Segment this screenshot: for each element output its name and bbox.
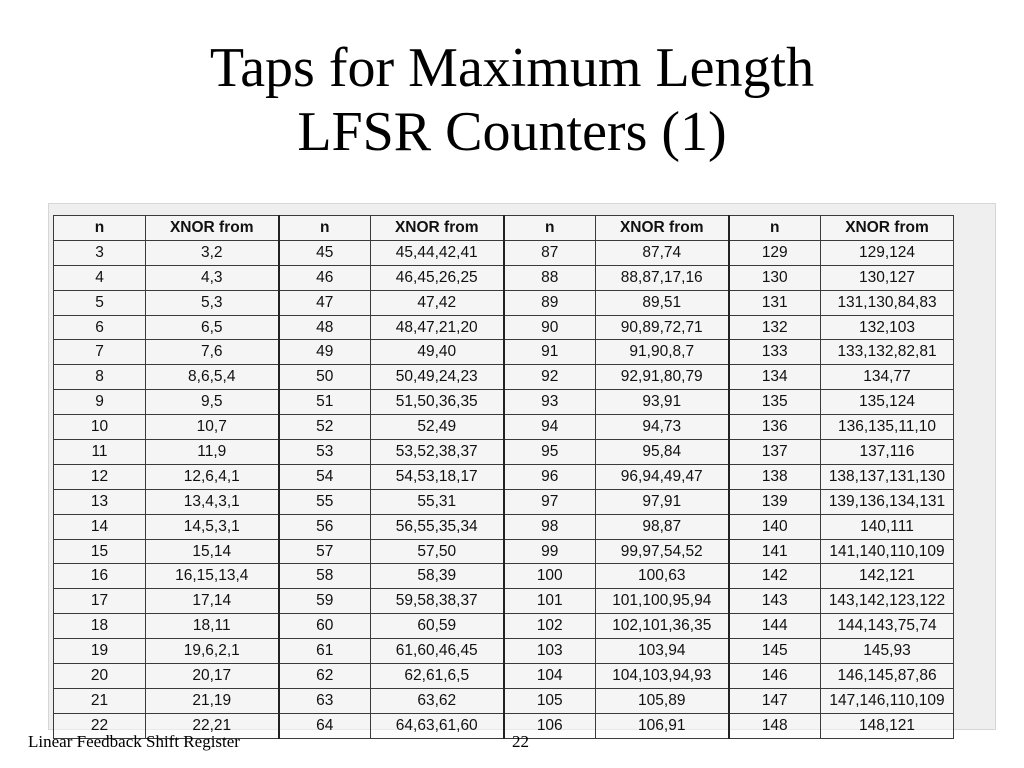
cell-n: 132 <box>729 315 821 340</box>
cell-xnor-taps: 100,63 <box>596 564 729 589</box>
cell-xnor-taps: 50,49,24,23 <box>371 365 504 390</box>
cell-n: 94 <box>504 415 596 440</box>
cell-n: 140 <box>729 514 821 539</box>
cell-xnor-taps: 138,137,131,130 <box>821 464 954 489</box>
cell-n: 47 <box>279 290 371 315</box>
cell-xnor-taps: 13,4,3,1 <box>146 489 279 514</box>
cell-xnor-taps: 19,6,2,1 <box>146 639 279 664</box>
table-row <box>54 489 954 514</box>
slide-title-line-2: LFSR Counters (1) <box>297 101 727 163</box>
cell-xnor-taps: 130,127 <box>821 265 954 290</box>
cell-n: 103 <box>504 639 596 664</box>
cell-n: 98 <box>504 514 596 539</box>
cell-xnor-taps: 58,39 <box>371 564 504 589</box>
cell-xnor-taps: 133,132,82,81 <box>821 340 954 365</box>
cell-xnor-taps: 54,53,18,17 <box>371 464 504 489</box>
cell-xnor-taps: 95,84 <box>596 440 729 465</box>
column-header-n: n <box>54 216 146 241</box>
cell-xnor-taps: 48,47,21,20 <box>371 315 504 340</box>
cell-xnor-taps: 131,130,84,83 <box>821 290 954 315</box>
cell-n: 97 <box>504 489 596 514</box>
cell-n: 102 <box>504 614 596 639</box>
cell-xnor-taps: 145,93 <box>821 639 954 664</box>
slide-title-line-1: Taps for Maximum Length <box>209 37 815 99</box>
cell-n: 131 <box>729 290 821 315</box>
cell-n: 58 <box>279 564 371 589</box>
cell-n: 130 <box>729 265 821 290</box>
cell-n: 136 <box>729 415 821 440</box>
table-row <box>54 440 954 465</box>
cell-n: 93 <box>504 390 596 415</box>
cell-n: 90 <box>504 315 596 340</box>
column-header-xnor-from: XNOR from <box>821 216 954 241</box>
cell-n: 95 <box>504 440 596 465</box>
cell-xnor-taps: 139,136,134,131 <box>821 489 954 514</box>
cell-n: 22 <box>54 713 146 738</box>
cell-xnor-taps: 106,91 <box>596 713 729 738</box>
cell-xnor-taps: 21,19 <box>146 688 279 713</box>
cell-xnor-taps: 99,97,54,52 <box>596 539 729 564</box>
cell-n: 56 <box>279 514 371 539</box>
cell-xnor-taps: 89,51 <box>596 290 729 315</box>
cell-n: 142 <box>729 564 821 589</box>
cell-n: 61 <box>279 639 371 664</box>
cell-xnor-taps: 103,94 <box>596 639 729 664</box>
cell-n: 4 <box>54 265 146 290</box>
cell-xnor-taps: 49,40 <box>371 340 504 365</box>
cell-n: 106 <box>504 713 596 738</box>
cell-xnor-taps: 137,116 <box>821 440 954 465</box>
cell-xnor-taps: 20,17 <box>146 664 279 689</box>
table-row <box>54 464 954 489</box>
cell-xnor-taps: 4,3 <box>146 265 279 290</box>
cell-n: 5 <box>54 290 146 315</box>
cell-xnor-taps: 52,49 <box>371 415 504 440</box>
cell-xnor-taps: 56,55,35,34 <box>371 514 504 539</box>
cell-xnor-taps: 102,101,36,35 <box>596 614 729 639</box>
table-body <box>54 240 954 738</box>
cell-xnor-taps: 91,90,8,7 <box>596 340 729 365</box>
cell-n: 134 <box>729 365 821 390</box>
cell-xnor-taps: 88,87,17,16 <box>596 265 729 290</box>
table-row <box>54 664 954 689</box>
table-row <box>54 365 954 390</box>
table-row <box>54 340 954 365</box>
cell-n: 148 <box>729 713 821 738</box>
cell-xnor-taps: 12,6,4,1 <box>146 464 279 489</box>
slide-title <box>0 36 1024 164</box>
cell-xnor-taps: 90,89,72,71 <box>596 315 729 340</box>
cell-n: 46 <box>279 265 371 290</box>
table-row <box>54 390 954 415</box>
cell-n: 135 <box>729 390 821 415</box>
cell-n: 139 <box>729 489 821 514</box>
table-row <box>54 564 954 589</box>
cell-n: 20 <box>54 664 146 689</box>
cell-xnor-taps: 63,62 <box>371 688 504 713</box>
cell-n: 89 <box>504 290 596 315</box>
cell-xnor-taps: 46,45,26,25 <box>371 265 504 290</box>
cell-n: 51 <box>279 390 371 415</box>
cell-xnor-taps: 101,100,95,94 <box>596 589 729 614</box>
cell-n: 64 <box>279 713 371 738</box>
cell-n: 10 <box>54 415 146 440</box>
column-header-n: n <box>729 216 821 241</box>
cell-xnor-taps: 51,50,36,35 <box>371 390 504 415</box>
cell-xnor-taps: 142,121 <box>821 564 954 589</box>
cell-n: 55 <box>279 489 371 514</box>
cell-n: 21 <box>54 688 146 713</box>
cell-n: 138 <box>729 464 821 489</box>
cell-n: 49 <box>279 340 371 365</box>
cell-xnor-taps: 5,3 <box>146 290 279 315</box>
cell-xnor-taps: 14,5,3,1 <box>146 514 279 539</box>
cell-n: 7 <box>54 340 146 365</box>
cell-xnor-taps: 93,91 <box>596 390 729 415</box>
table-row <box>54 290 954 315</box>
cell-xnor-taps: 144,143,75,74 <box>821 614 954 639</box>
cell-xnor-taps: 62,61,6,5 <box>371 664 504 689</box>
cell-n: 11 <box>54 440 146 465</box>
cell-xnor-taps: 64,63,61,60 <box>371 713 504 738</box>
cell-n: 14 <box>54 514 146 539</box>
cell-xnor-taps: 6,5 <box>146 315 279 340</box>
cell-xnor-taps: 132,103 <box>821 315 954 340</box>
cell-xnor-taps: 143,142,123,122 <box>821 589 954 614</box>
page-number: 22 <box>512 732 529 751</box>
cell-xnor-taps: 11,9 <box>146 440 279 465</box>
cell-n: 146 <box>729 664 821 689</box>
table-row <box>54 265 954 290</box>
table-row <box>54 688 954 713</box>
cell-n: 141 <box>729 539 821 564</box>
cell-xnor-taps: 87,74 <box>596 240 729 265</box>
cell-n: 3 <box>54 240 146 265</box>
cell-n: 62 <box>279 664 371 689</box>
cell-xnor-taps: 146,145,87,86 <box>821 664 954 689</box>
cell-xnor-taps: 94,73 <box>596 415 729 440</box>
cell-n: 145 <box>729 639 821 664</box>
cell-n: 129 <box>729 240 821 265</box>
table-header-row <box>54 216 954 241</box>
cell-xnor-taps: 55,31 <box>371 489 504 514</box>
table-row <box>54 614 954 639</box>
cell-n: 92 <box>504 365 596 390</box>
column-header-n: n <box>279 216 371 241</box>
table-row <box>54 315 954 340</box>
cell-n: 8 <box>54 365 146 390</box>
cell-xnor-taps: 96,94,49,47 <box>596 464 729 489</box>
column-header-n: n <box>504 216 596 241</box>
cell-xnor-taps: 97,91 <box>596 489 729 514</box>
cell-xnor-taps: 53,52,38,37 <box>371 440 504 465</box>
cell-xnor-taps: 15,14 <box>146 539 279 564</box>
cell-n: 50 <box>279 365 371 390</box>
cell-n: 137 <box>729 440 821 465</box>
cell-xnor-taps: 148,121 <box>821 713 954 738</box>
cell-xnor-taps: 9,5 <box>146 390 279 415</box>
lfsr-taps-table <box>53 215 954 739</box>
cell-xnor-taps: 61,60,46,45 <box>371 639 504 664</box>
table-row <box>54 589 954 614</box>
cell-xnor-taps: 135,124 <box>821 390 954 415</box>
cell-n: 104 <box>504 664 596 689</box>
cell-n: 19 <box>54 639 146 664</box>
cell-n: 133 <box>729 340 821 365</box>
cell-xnor-taps: 45,44,42,41 <box>371 240 504 265</box>
cell-xnor-taps: 105,89 <box>596 688 729 713</box>
cell-n: 143 <box>729 589 821 614</box>
table-row <box>54 415 954 440</box>
column-header-xnor-from: XNOR from <box>371 216 504 241</box>
cell-xnor-taps: 129,124 <box>821 240 954 265</box>
cell-n: 105 <box>504 688 596 713</box>
cell-n: 147 <box>729 688 821 713</box>
cell-xnor-taps: 16,15,13,4 <box>146 564 279 589</box>
footer-title: Linear Feedback Shift Register <box>28 732 240 751</box>
table-row <box>54 240 954 265</box>
cell-xnor-taps: 136,135,11,10 <box>821 415 954 440</box>
cell-n: 9 <box>54 390 146 415</box>
cell-n: 99 <box>504 539 596 564</box>
column-header-xnor-from: XNOR from <box>596 216 729 241</box>
cell-n: 6 <box>54 315 146 340</box>
column-header-xnor-from: XNOR from <box>146 216 279 241</box>
cell-xnor-taps: 3,2 <box>146 240 279 265</box>
cell-n: 45 <box>279 240 371 265</box>
cell-xnor-taps: 60,59 <box>371 614 504 639</box>
cell-n: 87 <box>504 240 596 265</box>
cell-xnor-taps: 17,14 <box>146 589 279 614</box>
cell-n: 54 <box>279 464 371 489</box>
cell-xnor-taps: 92,91,80,79 <box>596 365 729 390</box>
cell-n: 59 <box>279 589 371 614</box>
cell-n: 57 <box>279 539 371 564</box>
cell-xnor-taps: 18,11 <box>146 614 279 639</box>
cell-xnor-taps: 10,7 <box>146 415 279 440</box>
cell-n: 16 <box>54 564 146 589</box>
cell-xnor-taps: 57,50 <box>371 539 504 564</box>
cell-xnor-taps: 22,21 <box>146 713 279 738</box>
cell-n: 13 <box>54 489 146 514</box>
cell-n: 91 <box>504 340 596 365</box>
cell-n: 17 <box>54 589 146 614</box>
cell-n: 96 <box>504 464 596 489</box>
cell-n: 12 <box>54 464 146 489</box>
cell-xnor-taps: 140,111 <box>821 514 954 539</box>
cell-n: 52 <box>279 415 371 440</box>
cell-n: 144 <box>729 614 821 639</box>
cell-n: 48 <box>279 315 371 340</box>
cell-n: 100 <box>504 564 596 589</box>
cell-xnor-taps: 59,58,38,37 <box>371 589 504 614</box>
cell-xnor-taps: 134,77 <box>821 365 954 390</box>
table-row <box>54 514 954 539</box>
cell-n: 53 <box>279 440 371 465</box>
cell-xnor-taps: 141,140,110,109 <box>821 539 954 564</box>
cell-xnor-taps: 47,42 <box>371 290 504 315</box>
cell-xnor-taps: 8,6,5,4 <box>146 365 279 390</box>
cell-n: 101 <box>504 589 596 614</box>
table-row <box>54 639 954 664</box>
table-row <box>54 539 954 564</box>
scanned-table-image <box>48 203 996 734</box>
cell-n: 18 <box>54 614 146 639</box>
cell-xnor-taps: 104,103,94,93 <box>596 664 729 689</box>
cell-n: 63 <box>279 688 371 713</box>
cell-n: 88 <box>504 265 596 290</box>
cell-xnor-taps: 98,87 <box>596 514 729 539</box>
cell-xnor-taps: 7,6 <box>146 340 279 365</box>
cell-n: 60 <box>279 614 371 639</box>
cell-n: 15 <box>54 539 146 564</box>
cell-xnor-taps: 147,146,110,109 <box>821 688 954 713</box>
